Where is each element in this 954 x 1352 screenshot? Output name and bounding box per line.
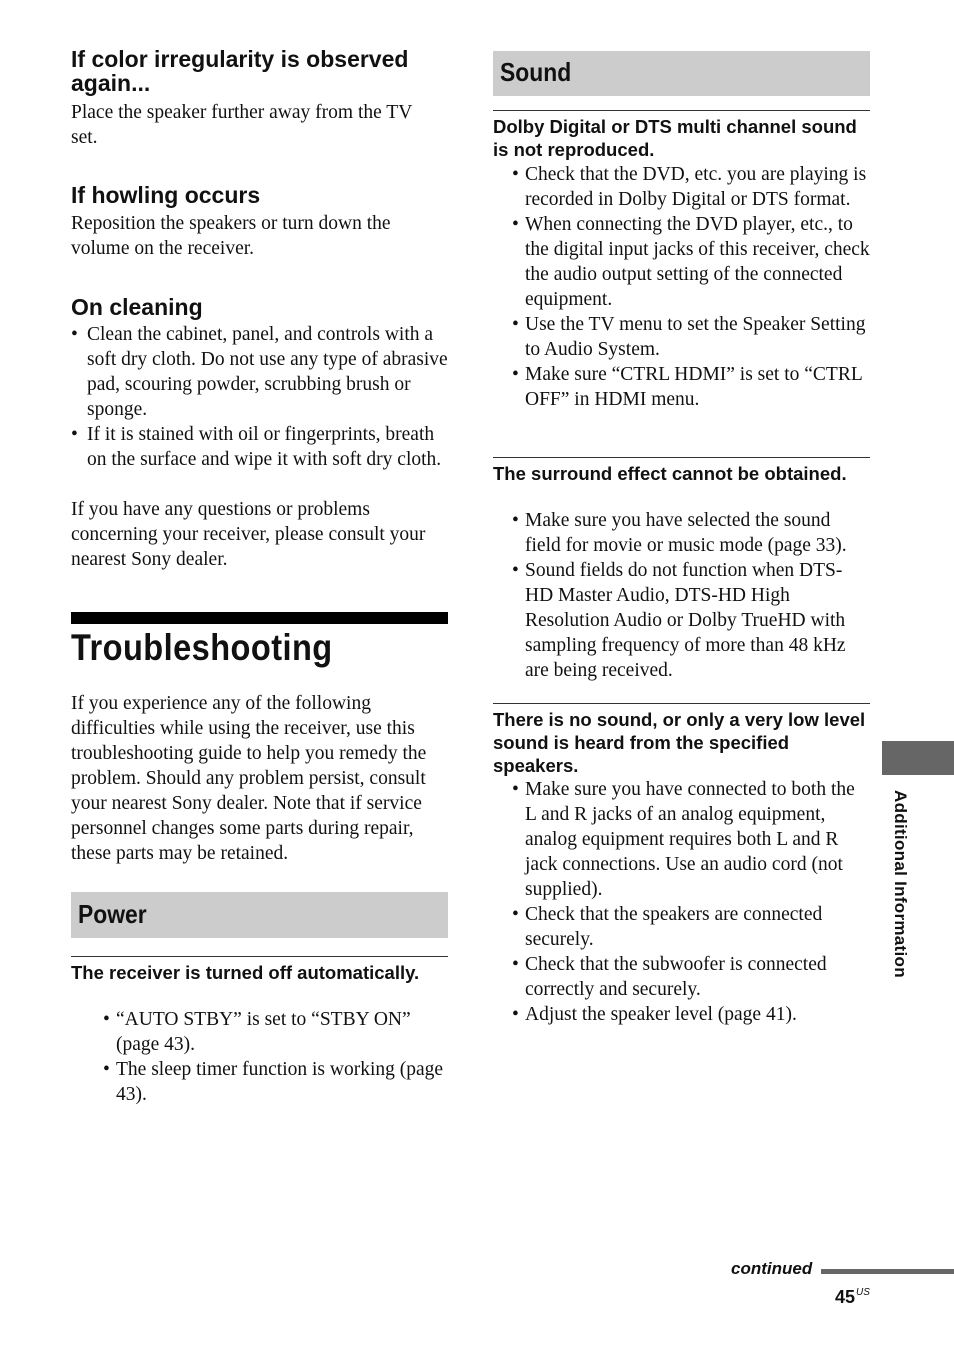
page-number-suffix: US (856, 1287, 870, 1298)
power-issue-heading: The receiver is turned off automatically. (71, 956, 448, 984)
howling-heading: If howling occurs (71, 182, 261, 208)
cleaning-note: If you have any questions or problems concerning your receiver, please consult your nearest Sony dealer. (71, 499, 426, 570)
list-item: • Make sure you have selected the sound field for movie or music mode (page 33). (512, 508, 870, 558)
sound-section-label: Sound (500, 57, 572, 87)
list-item: • If it is stained with oil or fingerprints, breath on the surface and wipe it with soft dry cloth. (71, 422, 449, 472)
continued-label: continued (731, 1259, 813, 1278)
list-item: • When connecting the DVD player, etc., to the digital input jacks of this receiver, check the audio output setting of the connected equipment. (512, 212, 870, 312)
color-irregularity-body: Place the speaker further away from the TV set. (71, 102, 412, 148)
chapter-tab-label: Additional Information (891, 790, 910, 978)
power-section-label: Power (78, 899, 147, 929)
chapter-tab-marker (882, 741, 954, 775)
cleaning-heading: On cleaning (71, 294, 203, 320)
list-item: • Check that the speakers are connected securely. (512, 902, 870, 952)
page-title: Troubleshooting (71, 627, 333, 668)
power-solution-list (103, 1007, 448, 1107)
list-item: • The sleep timer function is working (page 43). (103, 1057, 448, 1107)
page-number-value: 45 (835, 1287, 856, 1307)
list-item: • Clean the cabinet, panel, and controls with a soft dry cloth. Do not use any type of abrasive pad, scouring powder, scrubbing brush or sponge. (71, 322, 449, 422)
sound-solution-list (512, 508, 870, 683)
page-number (835, 1281, 870, 1309)
sound-section-header (493, 51, 870, 96)
list-item: • Sound fields do not function when DTS-HD Master Audio, DTS-HD High Resolution Audio or Dolby TrueHD with sampling frequency of more than 48 kHz are being received. (512, 558, 870, 683)
howling-body: Reposition the speakers or turn down the volume on the receiver. (71, 213, 391, 259)
sound-issue-heading: The surround effect cannot be obtained. (493, 457, 870, 485)
title-rule (71, 612, 448, 624)
list-item: • Make sure “CTRL HDMI” is set to “CTRL OFF” in HDMI menu. (512, 362, 870, 412)
sound-issue-heading: Dolby Digital or DTS multi channel sound is not reproduced. (493, 110, 870, 161)
list-item: • Check that the subwoofer is connected correctly and securely. (512, 952, 870, 1002)
list-item: • Make sure you have connected to both the L and R jacks of an analog equipment, analog equipment requires both L and R jack connections. Use an audio cord (not supplied). (512, 777, 870, 902)
sound-solution-list (512, 162, 870, 412)
list-item: • Adjust the speaker level (page 41). (512, 1002, 870, 1027)
power-section-header (71, 892, 448, 938)
list-item: • Use the TV menu to set the Speaker Setting to Audio System. (512, 312, 870, 362)
sound-solution-list (512, 777, 870, 1027)
color-irregularity-heading: If color irregularity is observed again... (71, 46, 409, 96)
troubleshooting-intro: If you experience any of the following difficulties while using the receiver, use this troubleshooting guide to help you remedy the problem. Should any problem persist, consult your nearest Sony dealer. Note that if service personnel changes some parts during repair, these parts may be retained. (71, 693, 427, 864)
list-item: • Check that the DVD, etc. you are playing is recorded in Dolby Digital or DTS format. (512, 162, 870, 212)
cleaning-list (71, 322, 449, 472)
sound-issue-heading: There is no sound, or only a very low level sound is heard from the specified speakers. (493, 703, 870, 777)
list-item: • “AUTO STBY” is set to “STBY ON” (page 43). (103, 1007, 448, 1057)
continued-rule (821, 1269, 954, 1274)
